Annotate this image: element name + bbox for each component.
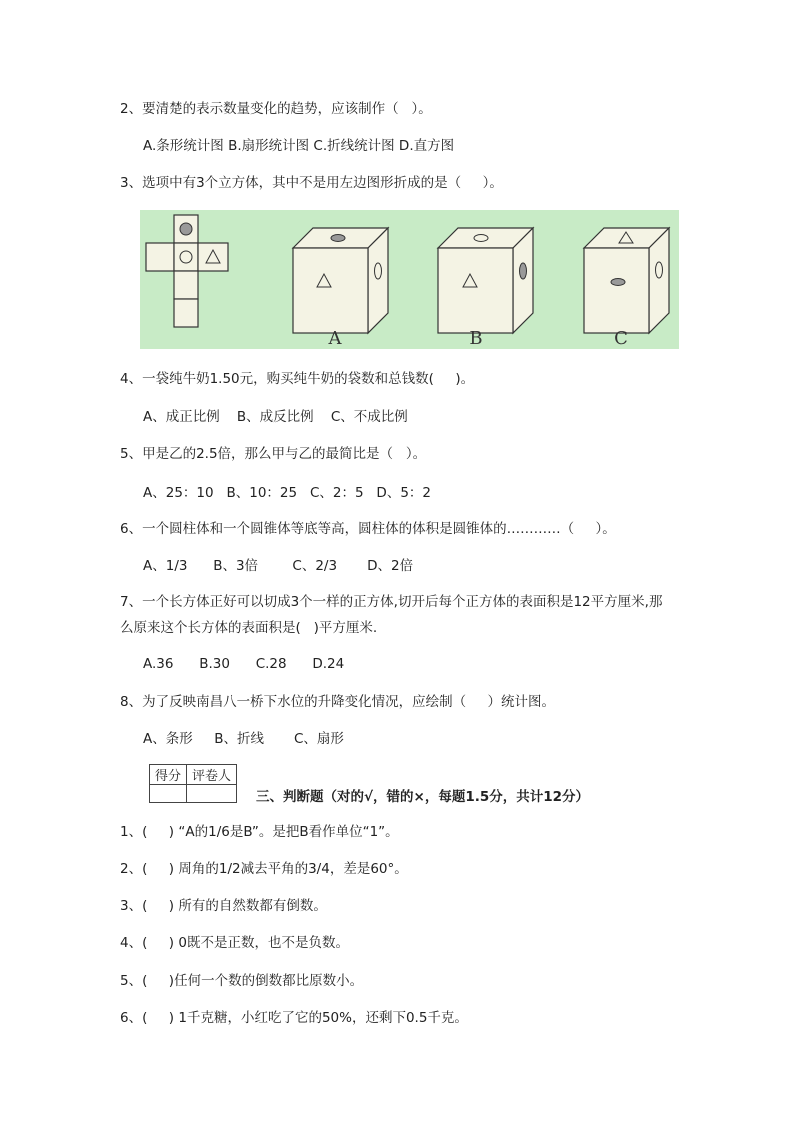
cube-c — [584, 228, 669, 333]
filled-circle-icon — [180, 223, 192, 235]
score-table — [149, 764, 237, 803]
net-face-bottom — [174, 271, 198, 299]
q5-options: A、25：10 B、10：25 C、2：5 D、5：2 — [143, 485, 432, 501]
q2-text: 2、要清楚的表示数量变化的趋势，应该制作（ ）。 — [120, 101, 432, 117]
tf5-text: 5、( )任何一个数的倒数都比原数小。 — [120, 973, 364, 989]
cube-net-figure — [140, 210, 679, 349]
tf4-text: 4、( ) 0既不是正数，也不是负数。 — [120, 935, 349, 951]
q6-text: 6、一个圆柱体和一个圆锥体等底等高，圆柱体的体积是圆锥体的…………（ ）。 — [120, 521, 616, 537]
cube-a-top-ellipse-icon — [331, 235, 345, 242]
cube-a — [293, 228, 388, 333]
q7-text-line2: 么原来这个长方体的表面积是( )平方厘米. — [120, 620, 378, 636]
tf3-text: 3、( ) 所有的自然数都有倒数。 — [120, 898, 327, 914]
grader-cell — [187, 785, 237, 803]
q7-text-line1: 7、一个长方体正好可以切成3个一样的正方体,切开后每个正方体的表面积是12平方厘米,那 — [120, 594, 663, 610]
cube-b — [438, 228, 533, 333]
q5-text: 5、甲是乙的2.5倍，那么甲与乙的最简比是（ ）。 — [120, 446, 427, 462]
cube-c-front — [584, 248, 649, 333]
net-face-last — [174, 299, 198, 327]
tf1-text: 1、( ) “A的1/6是B”。是把B看作单位“1”。 — [120, 824, 399, 840]
tf6-text: 6、( ) 1千克糖，小红吃了它的50%，还剩下0.5千克。 — [120, 1010, 468, 1026]
q8-text: 8、为了反映南昌八一桥下水位的升降变化情况，应绘制（ ）统计图。 — [120, 694, 556, 710]
cube-b-front — [438, 248, 513, 333]
q4-text: 4、一袋纯牛奶1.50元，购买纯牛奶的袋数和总钱数( )。 — [120, 371, 475, 387]
q7-options: A.36 B.30 C.28 D.24 — [143, 656, 345, 672]
label-a: A — [328, 328, 342, 349]
q8-options: A、条形 B、折线 C、扇形 — [143, 731, 344, 747]
grader-header: 评卷人 — [187, 765, 237, 785]
cube-b-right-ellipse-icon — [520, 263, 527, 279]
net-face-center — [174, 243, 198, 271]
cube-c-front-ellipse-icon — [611, 279, 625, 286]
label-b: B — [469, 328, 483, 349]
q2-options: A.条形统计图 B.扇形统计图 C.折线统计图 D.直方图 — [143, 138, 455, 154]
score-header: 得分 — [150, 765, 187, 785]
net-face-left — [146, 243, 174, 271]
cube-net-svg — [140, 210, 679, 349]
cube-a-front — [293, 248, 368, 333]
q4-options: A、成正比例 B、成反比例 C、不成比例 — [143, 409, 408, 425]
tf2-text: 2、( ) 周角的1/2减去平角的3/4，差是60°。 — [120, 861, 408, 877]
label-c: C — [614, 328, 628, 349]
section-heading: 三、判断题（对的√，错的×，每题1.5分，共计12分） — [256, 789, 590, 805]
q3-text: 3、选项中有3个立方体，其中不是用左边图形折成的是（ ）。 — [120, 175, 503, 191]
net-face-right — [198, 243, 228, 271]
q6-options: A、1/3 B、3倍 C、2/3 D、2倍 — [143, 558, 414, 574]
score-cell — [150, 785, 187, 803]
